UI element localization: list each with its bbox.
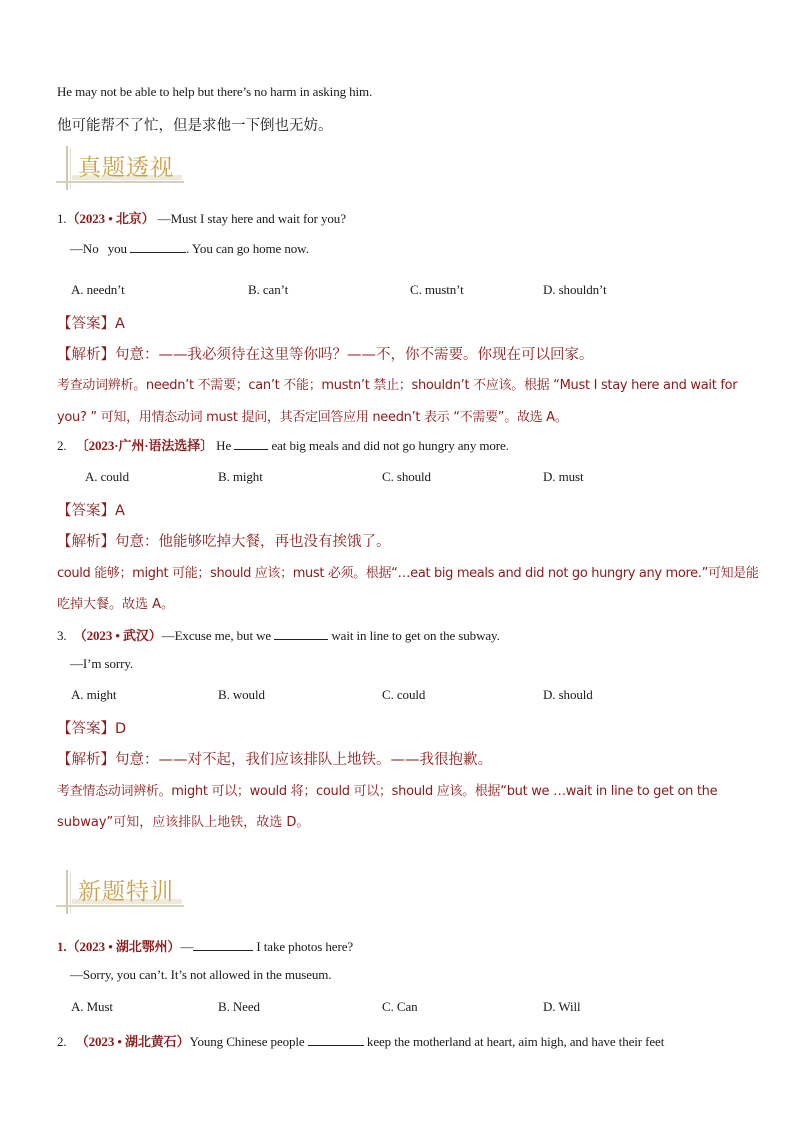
explanation-line: 考查动词辨析。needn’t 不需要；can’t 不能；mustn’t 禁止；shouldn’t 不应该。根据 “Must I stay here and wait for: [57, 378, 738, 393]
answer-blank: [308, 1033, 364, 1046]
section-title: 真题透视: [78, 155, 174, 181]
option-b: B. would: [218, 687, 265, 702]
question-3-line2: —I’m sorry.: [70, 656, 134, 671]
option-d: D. should: [543, 687, 593, 702]
answer-line: 【答案】A: [57, 316, 125, 332]
option-d: D. Will: [543, 999, 581, 1014]
option-a: A. needn’t: [71, 282, 125, 297]
new-question-2-stem: 2. （2023 • 湖北黄石）Young Chinese people keep the motherland at heart, aim high, and have their feet: [57, 1034, 665, 1049]
new-question-1-line2: —Sorry, you can’t. It’s not allowed in the museum.: [70, 967, 332, 982]
question-1-stem: 1.（2023 • 北京） —Must I stay here and wait for you?: [57, 211, 346, 226]
answer-blank: [130, 240, 186, 253]
question-source: （2023 • 武汉）: [73, 628, 162, 643]
section-header-real-questions: [56, 146, 186, 192]
question-source: （2023 • 湖北鄂州）: [66, 939, 181, 954]
option-b: B. can’t: [248, 282, 289, 297]
question-source: （2023 • 湖北黄石）: [75, 1034, 190, 1049]
option-c: C. mustn’t: [410, 282, 464, 297]
intro-english: He may not be able to help but there’s no harm in asking him.: [57, 84, 373, 99]
explanation-line: 考查情态动词辨析。might 可以；would 将；could 可以；should 应该。根据“but we …wait in line to get on the: [57, 784, 718, 799]
option-b: B. Need: [218, 999, 260, 1014]
analysis-line: 【解析】句意：他能够吃掉大餐，再也没有挨饿了。: [57, 534, 391, 550]
option-c: C. could: [382, 687, 426, 702]
option-b: B. might: [218, 469, 263, 484]
section-title: 新题特训: [78, 879, 174, 905]
explanation-line: 吃掉大餐。故选 A。: [57, 597, 175, 612]
option-a: A. Must: [71, 999, 113, 1014]
answer-blank: [234, 437, 268, 450]
option-a: A. might: [71, 687, 117, 702]
question-3-stem: 3. （2023 • 武汉）—Excuse me, but we wait in line to get on the subway.: [57, 628, 500, 643]
explanation-line: could 能够；might 可能；should 应该；must 必须。根据“…eat big meals and did not go hungry any more.”可知是能: [57, 566, 759, 581]
explanation-line: subway”可知，应该排队上地铁，故选 D。: [57, 815, 310, 830]
answer-blank: [193, 938, 253, 951]
option-d: D. must: [543, 469, 584, 484]
explanation-line: you? ” 可知，用情态动词 must 提问，其否定回答应用 needn’t 表示 “不需要”。故选 A。: [57, 410, 568, 425]
question-source: （2023 • 北京）: [66, 211, 155, 226]
new-question-1-stem: 1.（2023 • 湖北鄂州）— I take photos here?: [57, 939, 354, 954]
answer-line: 【答案】D: [57, 721, 127, 737]
section-header-new-questions: [56, 870, 186, 916]
analysis-line: 【解析】句意：——我必须待在这里等你吗？——不，你不需要。你现在可以回家。: [57, 347, 594, 363]
answer-blank: [274, 627, 328, 640]
answer-line: 【答案】A: [57, 503, 125, 519]
option-c: C. Can: [382, 999, 418, 1014]
question-source: 〔2023·广州·语法选择〕: [75, 438, 213, 453]
option-c: C. should: [382, 469, 431, 484]
analysis-line: 【解析】句意：——对不起，我们应该排队上地铁。——我很抱歉。: [57, 752, 492, 768]
question-1-line2: —No you . You can go home now.: [70, 241, 309, 256]
option-d: D. shouldn’t: [543, 282, 607, 297]
question-2-stem: 2. 〔2023·广州·语法选择〕 He eat big meals and did not go hungry any more.: [57, 438, 509, 453]
intro-chinese: 他可能帮不了忙，但是求他一下倒也无妨。: [57, 118, 333, 134]
option-a: A. could: [85, 469, 129, 484]
